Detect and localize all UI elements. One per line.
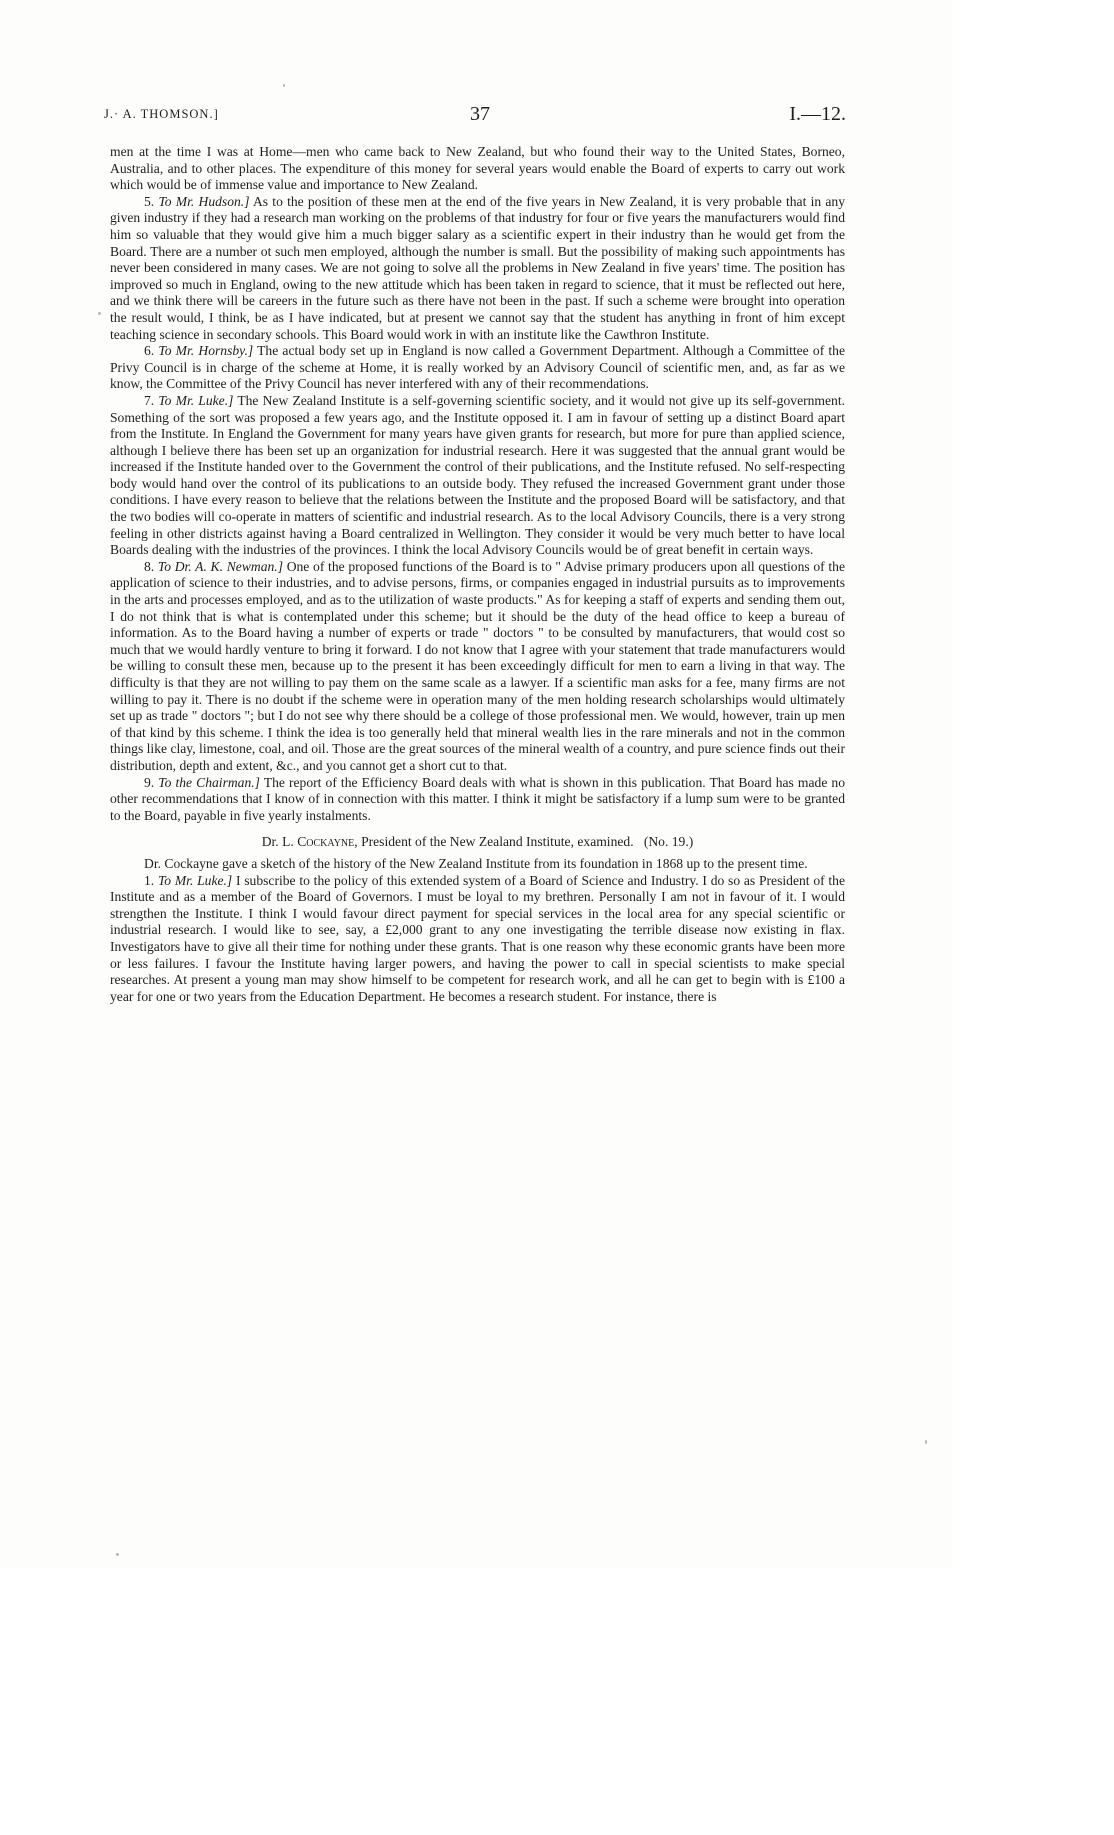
header-author: J.· A. THOMSON.] bbox=[104, 107, 219, 121]
paragraph-answer-8: 8. To Dr. A. K. Newman.] One of the proposed functions of the Board is to " Advise primary producers upon all questions of the application of science to their industries, and to advise persons, firms, or companies engaged in industrial pursuits as to improvements in the arts and processes employed, and as to the utilization of waste products." As for keeping a staff of experts and sending them out, I do not think that is what is contemplated under this scheme; but it should be the duty of the head office to keep a bureau of information. As to the Board having a number of experts or trade " doctors " to be consulted by manufacturers, that would cost so much that we would hardly venture to bring it forward. I do not know that I agree with your statement that trade manufacturers would be willing to consult these men, because up to the present it has been exceedingly difficult for men to earn a living in that way. The difficulty is that they are not willing to pay them on the same scale as a lawyer. If a scientific man asks for a fee, many firms are not willing to pay it. There is no doubt if the scheme were in operation many of the men holding research scholarships would ultimately set up as trade " doctors "; but I do not see why there should be a college of those professional men. We would, however, train up men of that kind by this scheme. I think the idea is too generally held that mineral wealth lies in the rare minerals and not in the common things like clay, limestone, coal, and oil. Those are the great sources of the mineral wealth of a country, and pure science finds out their distribution, depth and extent, &c., and you cannot get a short cut to that. bbox=[110, 558, 845, 773]
witness-heading: Dr. L. Cockayne, President of the New Zealand Institute, examined. (No. 19.) bbox=[261, 834, 694, 850]
page-header bbox=[104, 103, 846, 133]
scan-speck bbox=[98, 312, 101, 315]
paragraph-witness-intro: Dr. Cockayne gave a sketch of the history of the New Zealand Institute from its foundation in 1868 up to the present time. bbox=[144, 855, 808, 871]
scan-speck bbox=[925, 1440, 927, 1444]
scan-speck bbox=[116, 1553, 119, 1556]
paragraph-answer-5: 5. To Mr. Hudson.] As to the position of these men at the end of the five years in New Zealand, it is very probable that in any given industry if they had a research man working on the problems of that industry for four or five years the manufacturers would find him so valuable that they would give him a much bigger salary as a scientific expert in their industry than he would get from the Board. There are a number ot such men employed, although the number is small. But the possibility of making such appointments has never been considered in many cases. We are not going to solve all the problems in New Zealand in five years' time. The position has improved so much in England, owing to the new attitude which has been taken in regard to science, that it must be reflected out here, and we think there will be careers in the future such as there have not been in the past. If such a scheme were brought into operation the result would, I think, be as I have indicated, but at present we cannot say that the student has anything in front of him except teaching science in secondary schools. This Board would work in with an institute like the Cawthron Institute. bbox=[110, 193, 845, 342]
body-text bbox=[110, 144, 845, 1005]
witness-name: Cockayne bbox=[297, 834, 355, 850]
scan-speck bbox=[283, 84, 285, 87]
document-reference: I.—12. bbox=[789, 103, 846, 125]
paragraph-answer-7: 7. To Mr. Luke.] The New Zealand Institute is a self-governing scientific society, and it would not give up its self-government. Something of the sort was proposed a few years ago, and the Institute opposed it. I am in favour of setting up a distinct Board apart from the Institute. In England the Government for many years have given grants for research, but more for pure than applied science, although I believe there has been set up an organization for industrial research. Here it was suggested that the annual grant would be increased if the Institute handed over to the Government the control of their publications, and the Institute refused. No self-respecting body would hand over the control of its publications to an outside body. They refused the increased Government grant under those conditions. I have every reason to believe that the relations between the Institute and the proposed Board will be satisfactory, and that the two bodies will co-operate in matters of scientific and industrial research. As to the local Advisory Councils, there is a very strong feeling in other districts against having a Board centralized in Wellington. They consider it would be very much better to have local Boards dealing with the industries of the provinces. I think the local Advisory Councils would be of great benefit in certain ways. bbox=[110, 392, 846, 558]
page-number: 37 bbox=[470, 103, 490, 125]
witness-number: (No. 19.) bbox=[643, 834, 694, 850]
paragraph-continued: men at the time I was at Home—men who came back to New Zealand, but who found their way to the United States, Borneo, Australia, and to other places. The expenditure of this money for several years would enable the Board of experts to carry out work which would be of immense value and importance to New Zealand. bbox=[110, 144, 845, 193]
paragraph-answer-6: 6. To Mr. Hornsby.] The actual body set up in England is now called a Government Department. Although a Committee of the Privy Council is in charge of the scheme at Home, it is really worked by an Advisory Council of scientific men, and, as far as we know, the Committee of the Privy Council has never interfered with any of their recommendations. bbox=[110, 343, 846, 392]
paragraph-witness-answer-1: 1. To Mr. Luke.] I subscribe to the policy of this extended system of a Board of Science and Industry. I do so as President of the Institute and as a member of the Board of Governors. I must be loyal to my brethren. Personally I am not in favour of it. I would strengthen the Institute. I think I would favour direct payment for special services in the local area for any special scientific or industrial research. I would like to see, say, a £2,000 grant to any one investigating the terrible disease now existing in flax. Investigators have to give all their time for nothing under these grants. That is one reason why these economic grants have been more or less failures. I favour the Institute having larger powers, and having the power to call in special scientists to make special researches. At present a young man may show himself to be competent for research work, and all he can get to begin with is £100 a year for one or two years from the Education Department. He becomes a research student. For instance, there is bbox=[110, 872, 846, 1004]
paragraph-answer-9: 9. To the Chairman.] The report of the Efficiency Board deals with what is shown in this publication. That Board has made no other recommendations that I know of in connection with this matter. I think it might be satisfactory if a lump sum were to be granted to the Board, payable in five yearly instalments. bbox=[110, 774, 846, 823]
